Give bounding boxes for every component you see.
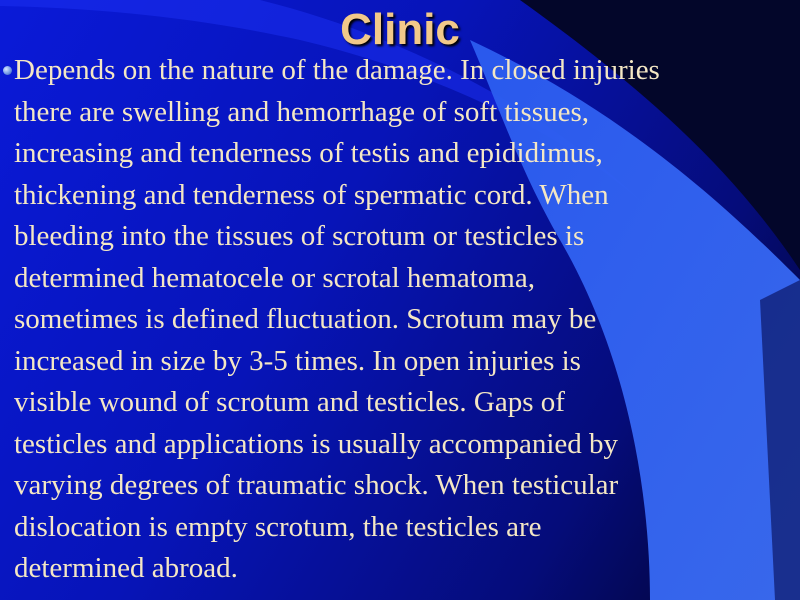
- bullet-dot-icon: [3, 66, 12, 75]
- slide-title: Clinic: [340, 5, 460, 54]
- body-line: dislocation is empty scrotum, the testicles are: [14, 510, 542, 543]
- body-line: bleeding into the tissues of scrotum or testicles is: [14, 220, 585, 252]
- body-line: visible wound of scrotum and testicles. Gaps of: [14, 386, 565, 418]
- body-line: increased in size by 3-5 times. In open injuries is: [14, 344, 581, 377]
- body-line: Depends on the nature of the damage. In closed injuries: [14, 54, 660, 86]
- body-line: thickening and tenderness of spermatic cord. When: [14, 178, 609, 211]
- body-line: sometimes is defined fluctuation. Scrotum may be: [14, 303, 597, 335]
- body-line: determined hematocele or scrotal hematoma,: [14, 261, 535, 294]
- body-line: testicles and applications is usually accompanied by: [14, 427, 619, 460]
- body-line: determined abroad.: [14, 552, 238, 584]
- body-line: increasing and tenderness of testis and epididimus,: [14, 137, 603, 169]
- body-line: there are swelling and hemorrhage of soft tissues,: [14, 95, 589, 128]
- body-line: varying degrees of traumatic shock. When testicular: [14, 469, 619, 501]
- slide-body-text: [14, 50, 800, 590]
